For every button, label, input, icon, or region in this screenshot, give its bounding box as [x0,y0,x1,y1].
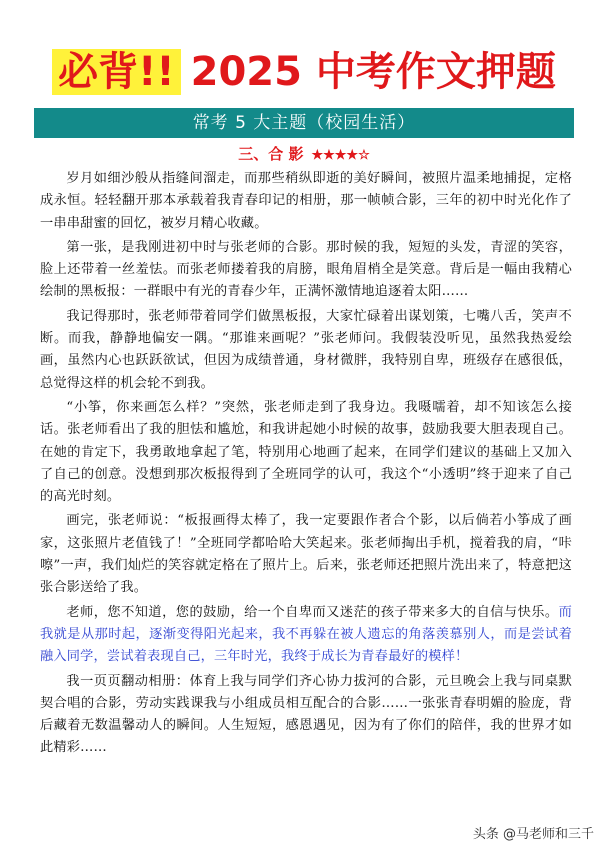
title-highlight: 必背!! [52,49,180,95]
rating-stars: ★★★★☆ [311,148,370,163]
paragraph-1: 岁月如细沙般从指缝间溜走，而那些稍纵即逝的美好瞬间，被照片温柔地捕捉，定格成永恒。轻轻翻开那本承载着我青春印记的相册，那一帧帧合影，三年的初中时光化作了一串串甜蜜的回忆，被岁月精心收藏。 [40,171,572,231]
article-body [40,168,572,762]
paragraph-2: 第一张，是我刚进初中时与张老师的合影。那时候的我，短短的头发，青涩的笑容，脸上还带着一丝羞怯。而张老师搂着我的肩膀，眼角眉梢全是笑意。背后是一幅由我精心绘制的黑板报：一群眼中有光的青春少年，正满怀激情地追逐着太阳…… [40,239,572,300]
paragraph-3: 我记得那时，张老师带着同学们做黑板报，大家忙碌着出谋划策，七嘴八舌，笑声不断。而我，静静地偏安一隅。“那谁来画呢？”张老师问。我假装没听见，虽然我热爱绘画，虽然内心也跃跃欲试，但因为成绩普通，身材微胖，我特别自卑，班级存在感很低，总觉得这样的机会轮不到我。 [40,308,572,391]
subtitle-text: 三、合 影 [238,145,304,163]
paragraph-6-emphasis: 而我就是从那时起，逐渐变得阳光起来，我不再躲在被人遗忘的角落羡慕别人，而是尝试着融入同学，尝试着表现自己，三年时光，我终于成长为青春最好的模样！ [40,604,572,665]
paragraph-4: “小筝，你来画怎么样？”突然，张老师走到了我身边。我嗫嚅着，却不知该怎么接话。张老师看出了我的胆怯和尴尬，和我讲起她小时候的故事，鼓励我要大胆表现自己。在她的肯定下，我勇敢地拿起了笔，特别用心地画了起来，在同学们建议的基础上又加入了自己的创意。没想到那次板报得到了全班同学的认可，我这个“小透明”终于迎来了自己的高光时刻。 [40,399,572,505]
paragraph-7: 我一页页翻动相册：体育上我与同学们齐心协力拔河的合影，元旦晚会上我与同桌默契合唱的合影，劳动实践课我与小组成员相互配合的合影……一张张青春明媚的脸庞，背后藏着无数温馨动人的瞬间。人生短短，感恩遇见，因为有了你们的陪伴，我的世界才如此精彩…… [40,673,572,756]
title-main: 2025 中考作文押题 [190,49,556,95]
paragraph-6-text: 老师，您不知道，您的鼓励，给一个自卑而又迷茫的孩子带来多大的自信与快乐。 [66,604,559,620]
paragraph-6 [40,602,572,669]
paragraph-5: 画完，张老师说：“板报画得太棒了，我一定要跟作者合个影，以后倘若小筝成了画家，这张照片老值钱了！”全班同学都哈哈大笑起来。张老师掏出手机，搅着我的肩，“咔嚓”一声，我们灿烂的笑容就定格在了照片上。后来，张老师还把照片洗出来了，特意把这张合影送给了我。 [40,513,572,596]
section-subtitle [0,142,608,166]
source-watermark: 头条 @马老师和三千 [472,827,594,842]
theme-banner: 常考 5 大主题（校园生活） [34,108,574,138]
page-title [0,40,608,104]
